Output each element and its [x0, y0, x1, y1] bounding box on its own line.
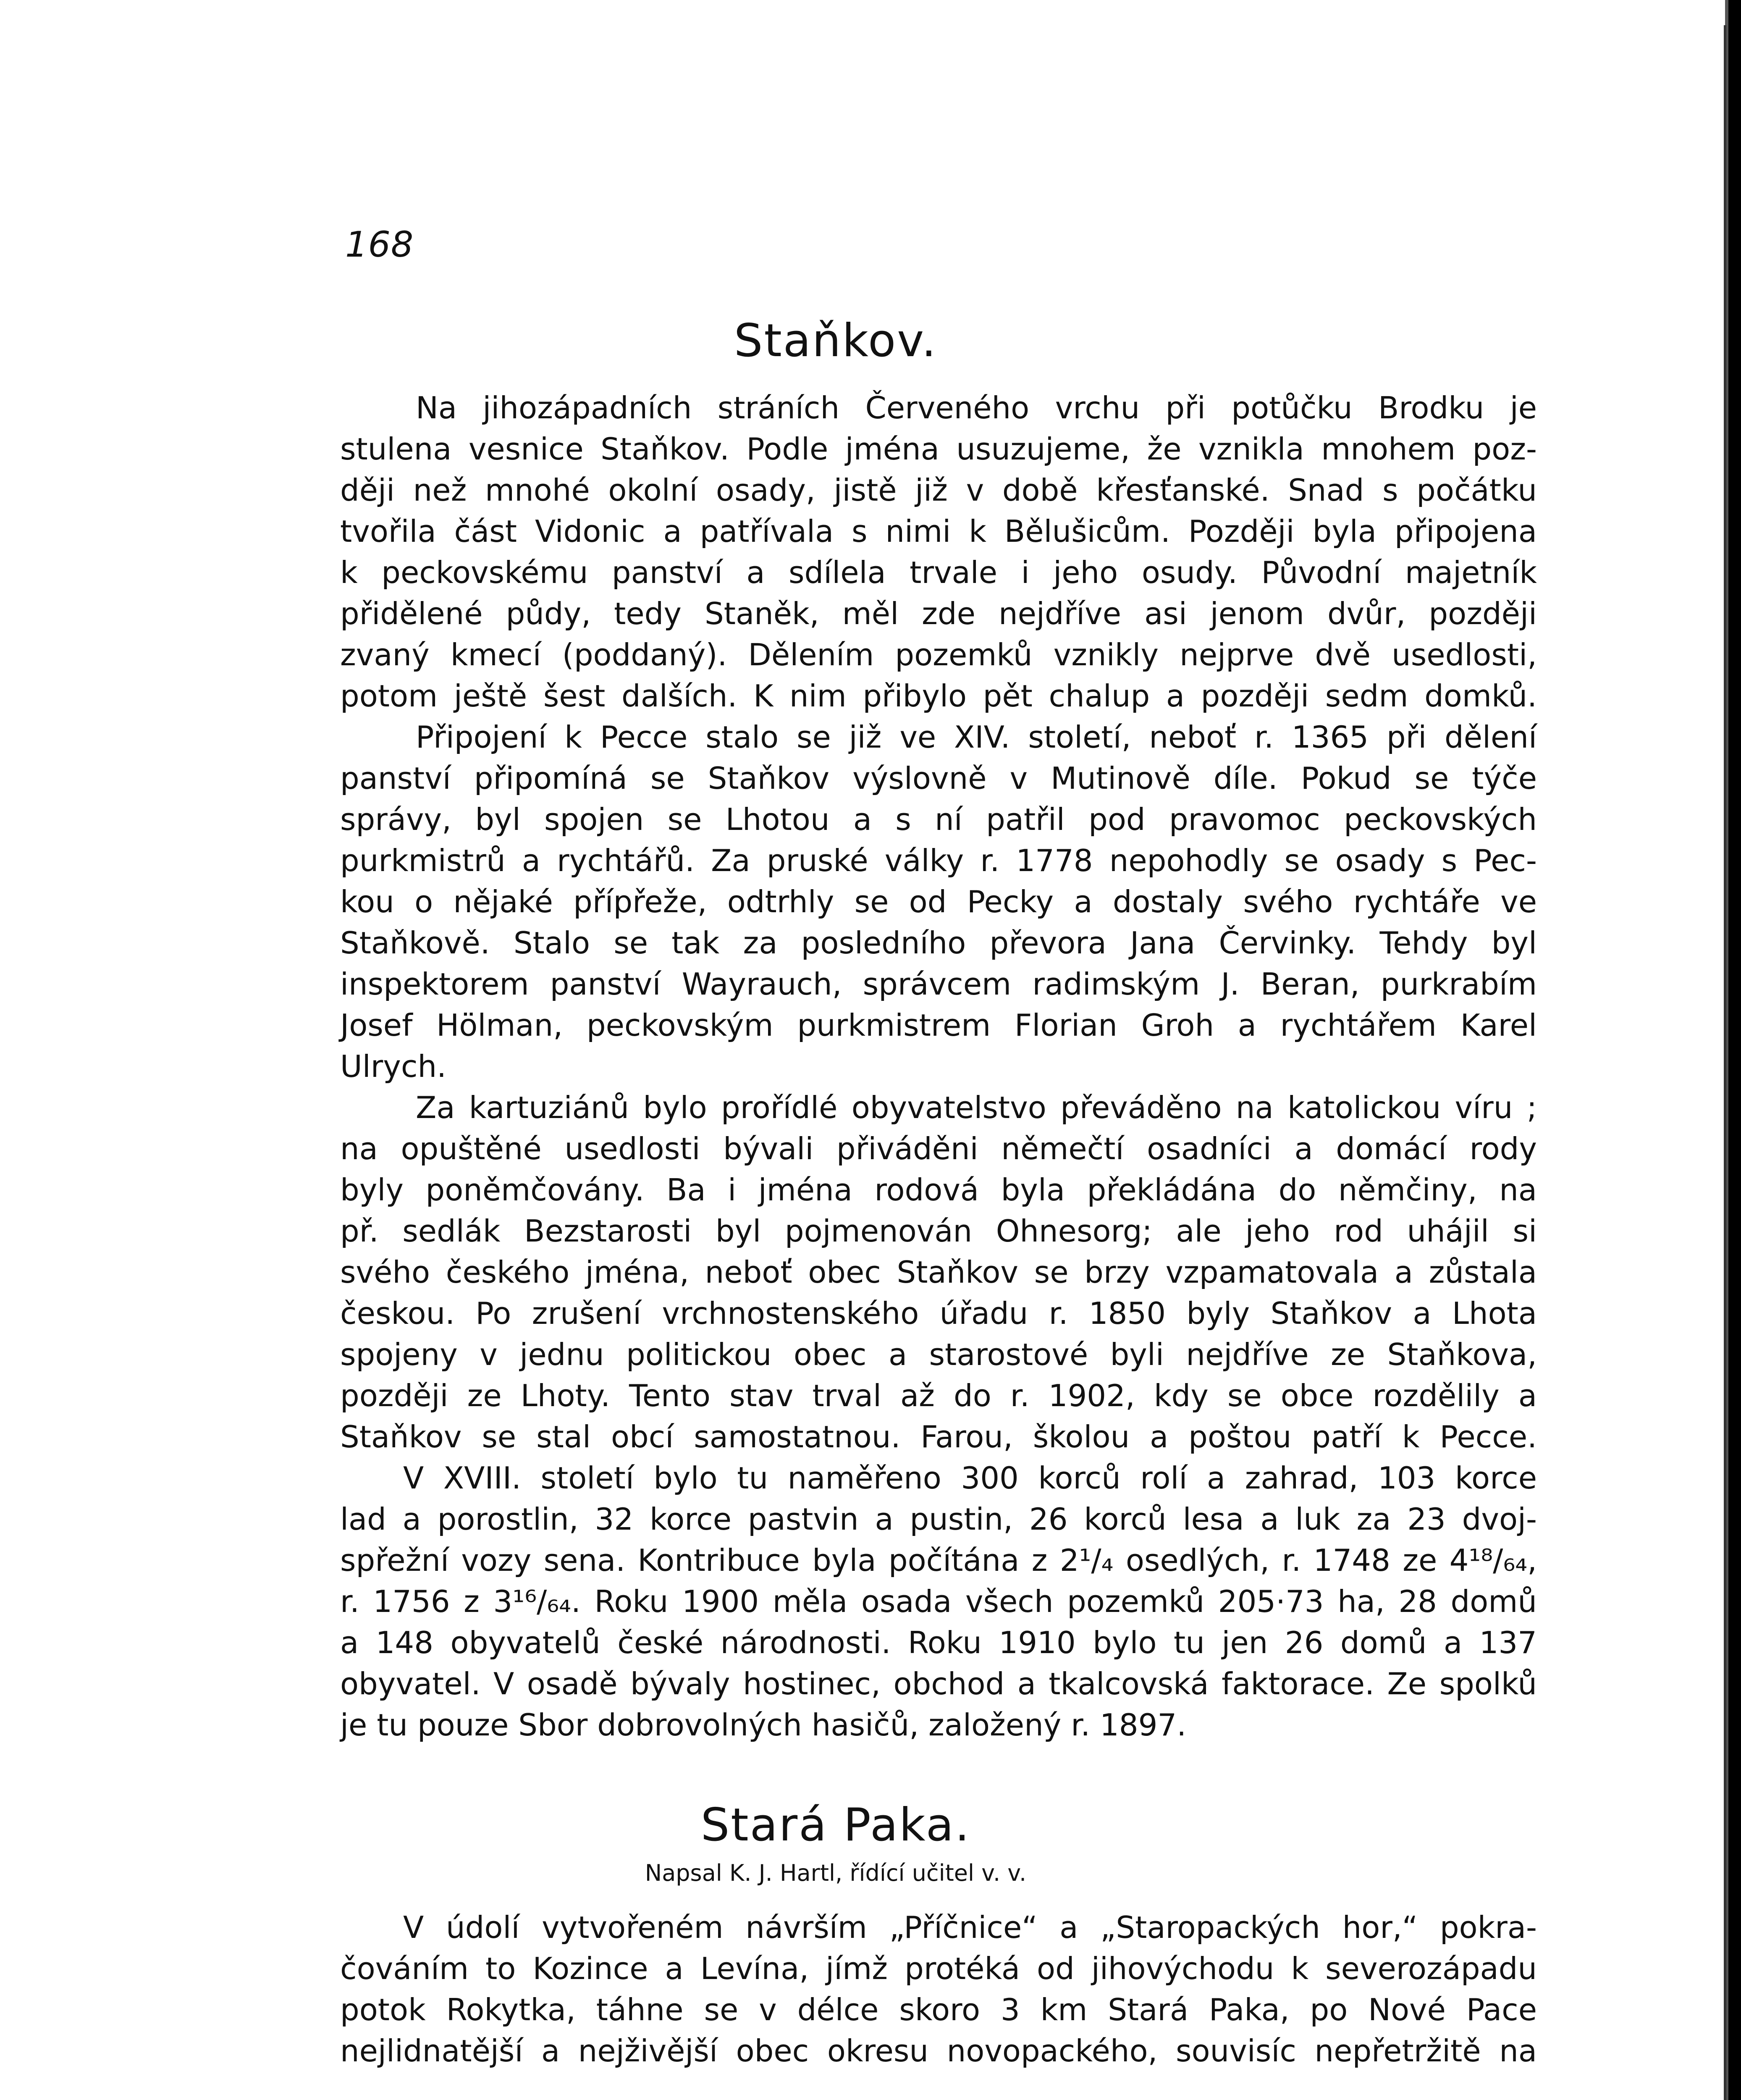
text-line: tvořila část Vidonic a patřívala s nimi k Bělušicům. Později byla připojena	[340, 514, 1537, 549]
text-line: čováním to Kozince a Levína, jímž protéká od jihovýchodu k severozápadu	[340, 1951, 1537, 1986]
text-line: českou. Po zrušení vrchnostenského úřadu r. 1850 byly Staňkov a Lhota	[340, 1296, 1537, 1331]
text-line: zvaný kmecí (poddaný). Dělením pozemků vznikly nejprve dvě usedlosti,	[340, 637, 1537, 672]
section-title-stara-paka: Stará Paka.	[700, 1799, 971, 1851]
text-line: Připojení k Pecce stalo se již ve XIV. století, neboť r. 1365 při dělení	[416, 719, 1537, 755]
text-line: správy, byl spojen se Lhotou a s ní patřil pod pravomoc peckovských	[340, 802, 1537, 837]
text-line: př. sedlák Bezstarosti byl pojmenován Ohnesorg; ale jeho rod uhájil si	[340, 1213, 1537, 1249]
section-body-stankov	[340, 387, 1537, 1746]
text-line: stulena vesnice Staňkov. Podle jména usuzujeme, že vznikla mnohem poz-	[340, 431, 1537, 467]
text-line: Ulrych.	[340, 1049, 447, 1084]
text-line: kou o nějaké přípřeže, odtrhly se od Pecky a dostaly svého rychtáře ve	[340, 884, 1537, 919]
text-line: potok Rokytka, táhne se v délce skoro 3 km Stará Paka, po Nové Pace	[340, 1992, 1537, 2027]
section-byline: Napsal K. J. Hartl, řídící učitel v. v.	[645, 1860, 1027, 1886]
text-line: a 148 obyvatelů české národnosti. Roku 1910 bylo tu jen 26 domů a 137	[340, 1625, 1537, 1660]
text-line: lad a porostlin, 32 korce pastvin a pustin, 26 korců lesa a luk za 23 dvoj-	[340, 1502, 1537, 1537]
text-line: je tu pouze Sbor dobrovolných hasičů, založený r. 1897.	[340, 1707, 1187, 1743]
text-line: Na jihozápadních stráních Červeného vrchu při potůčku Brodku je	[416, 390, 1537, 425]
text-line: nejlidnatější a nejživější obec okresu novopackého, souvisíc nepřetržitě na	[340, 2033, 1537, 2068]
text-line: r. 1756 z 3¹⁶/₆₄. Roku 1900 měla osada všech pozemků 205·73 ha, 28 domů	[340, 1584, 1537, 1619]
text-line: spřežní vozy sena. Kontribuce byla počítána z 2¹/₄ osedlých, r. 1748 ze 4¹⁸/₆₄,	[340, 1543, 1537, 1578]
text-line: k peckovskému panství a sdílela trvale i jeho osudy. Původní majetník	[340, 555, 1537, 590]
text-line: inspektorem panství Wayrauch, správcem radimským J. Beran, purkrabím	[340, 966, 1537, 1002]
text-line: obyvatel. V osadě bývaly hostinec, obchod a tkalcovská faktorace. Ze spolků	[340, 1666, 1537, 1701]
page-number: 168	[345, 224, 414, 265]
section-body-stara-paka	[340, 1907, 1537, 2071]
text-line: přidělené půdy, tedy Staněk, měl zde nejdříve asi jenom dvůr, později	[340, 596, 1537, 631]
text-line: Za kartuziánů bylo prořídlé obyvatelstvo převáděno na katolickou víru ;	[416, 1090, 1537, 1125]
text-line: panství připomíná se Staňkov výslovně v Mutinově díle. Pokud se týče	[340, 761, 1537, 796]
text-line: Josef Hölman, peckovským purkmistrem Florian Groh a rychtářem Karel	[340, 1008, 1537, 1043]
text-line: potom ještě šest dalších. K nim přibylo pět chalup a později sedm domků.	[340, 678, 1537, 714]
scan-edge-line	[1724, 25, 1726, 2100]
scan-border-right	[1728, 0, 1741, 2100]
text-line: V údolí vytvořeném návrším „Příčnice“ a „Staropackých hor,“ pokra-	[403, 1910, 1537, 1945]
text-line: V XVIII. století bylo tu naměřeno 300 korců rolí a zahrad, 103 korce	[403, 1460, 1537, 1496]
text-line: na opuštěné usedlosti bývali přiváděni němečtí osadníci a domácí rody	[340, 1131, 1537, 1166]
text-line: svého českého jména, neboť obec Staňkov se brzy vzpamatovala a zůstala	[340, 1255, 1537, 1290]
text-line: spojeny v jednu politickou obec a starostové byli nejdříve ze Staňkova,	[340, 1337, 1537, 1372]
section-title-stankov: Staňkov.	[734, 315, 938, 367]
text-line: Staňkov se stal obcí samostatnou. Farou, školou a poštou patří k Pecce.	[340, 1419, 1537, 1454]
text-line: ději než mnohé okolní osady, jistě již v době křesťanské. Snad s počátku	[340, 472, 1537, 508]
text-line: Staňkově. Stalo se tak za posledního převora Jana Červinky. Tehdy byl	[340, 925, 1537, 961]
text-line: později ze Lhoty. Tento stav trval až do r. 1902, kdy se obce rozdělily a	[340, 1378, 1537, 1413]
text-line: purkmistrů a rychtářů. Za pruské války r. 1778 nepohodly se osady s Pec-	[340, 843, 1537, 878]
text-line: byly poněmčovány. Ba i jména rodová byla překládána do němčiny, na	[340, 1172, 1537, 1208]
